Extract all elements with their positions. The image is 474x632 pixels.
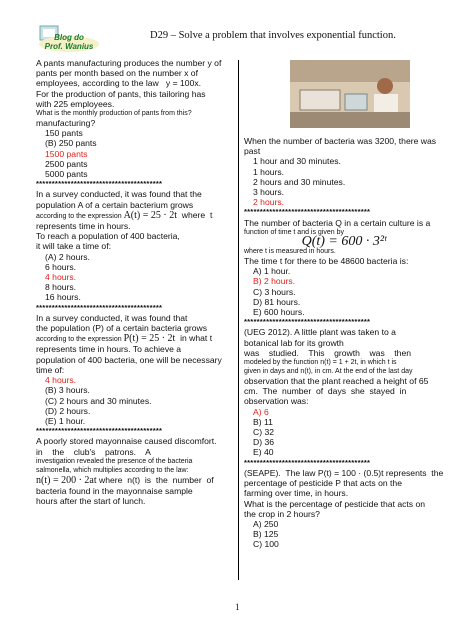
left-text-line: For the production of pants, this tailoring has <box>36 88 206 99</box>
left-text-line: A pants manufacturing produces the number y of <box>36 58 222 68</box>
blog-logo <box>36 24 102 54</box>
right-text-line: What is the percentage of pesticide that acts on <box>244 498 426 509</box>
right-column <box>244 136 444 550</box>
left-option: (A) 2 hours. <box>45 251 90 262</box>
lab-photo <box>290 60 410 128</box>
left-small-text: according to the expression <box>36 336 124 344</box>
left-text-tail: where t <box>176 209 213 220</box>
right-option: B) 125 <box>253 529 279 540</box>
right-formula: Q(t) = 600 · 3²ᵗ <box>301 233 387 249</box>
right-option: C) 3 hours. <box>253 286 296 297</box>
left-text-line <box>36 210 232 221</box>
page-number: 1 <box>235 602 240 612</box>
right-option: A) 250 <box>253 518 279 529</box>
left-text-line: population A of a certain bacterium grows <box>36 199 194 210</box>
left-text-line: bacteria found in the mayonnaise sample <box>36 485 193 496</box>
left-text-line: represents time in hours. To achieve a <box>36 344 182 355</box>
left-text-line: represents time in hours. <box>36 221 131 232</box>
right-text-line: function of time t and is given by <box>244 228 344 236</box>
right-text-line: observation that the plant reached a height of 65 <box>244 376 429 387</box>
left-option: (D) 2 hours. <box>45 405 91 416</box>
lab-photo-graphic <box>290 60 410 128</box>
right-text-line: past <box>244 146 261 157</box>
right-text-line: (SEAPE). The law P(t) = 100 · (0.5)t represents the <box>244 467 444 478</box>
right-option: C) 32 <box>253 427 275 438</box>
right-text-line: The number of bacteria Q in a certain culture is a <box>244 217 431 228</box>
left-text-line: pants per month based on the number x of <box>36 68 198 79</box>
right-text-line: farming over time, in hours. <box>244 488 349 499</box>
right-text-line: observation was: <box>244 396 309 407</box>
left-option: 5000 pants <box>45 169 88 180</box>
left-text-line: the population (P) of a certain bacteria grows <box>36 323 208 334</box>
left-column <box>36 58 232 506</box>
left-formula: A(t) = 25 · 2t <box>123 209 177 221</box>
left-text-line: employees, according to the law y = 100x. <box>36 78 202 89</box>
left-text-line: manufacturing? <box>36 118 96 129</box>
left-text-line: population of 400 bacteria, one will be necessary <box>36 354 222 365</box>
right-option: E) 40 <box>253 447 274 458</box>
left-text-line: A poorly stored mayonnaise caused discomfort. <box>36 436 217 447</box>
left-text-tail: in what t <box>175 333 213 344</box>
right-option: B) 2 hours. <box>253 276 296 287</box>
left-text-tail: where n(t) is the number of <box>96 474 214 485</box>
right-option: A) 6 <box>253 406 269 417</box>
left-option: 4 hours. <box>45 375 77 386</box>
left-option: 1500 pants <box>45 148 88 159</box>
right-text-line: botanical lab for its growth <box>244 337 344 348</box>
right-option: 3 hours. <box>253 187 285 198</box>
right-text-line: was studied. This growth was then <box>244 347 412 358</box>
right-text-line: where t is measured in hours. <box>244 248 336 256</box>
left-option: 16 hours. <box>45 292 81 303</box>
right-text-line: percentage of pesticide P that acts on the <box>244 478 402 489</box>
right-text-line: the crop in 2 hours? <box>244 508 320 519</box>
left-small-text: according to the expression <box>36 212 124 220</box>
right-option: D) 36 <box>253 437 275 448</box>
page-header: D29 – Solve a problem that involves exponential function. <box>150 30 396 41</box>
right-separator: **************************************** <box>244 457 371 467</box>
right-option: B) 11 <box>253 416 273 427</box>
right-option: 2 hours and 30 minutes. <box>253 176 346 187</box>
left-option: (C) 2 hours and 30 minutes. <box>45 395 152 406</box>
right-text-line: When the number of bacteria was 3200, there was <box>244 136 437 146</box>
right-option: A) 1 hour. <box>253 266 291 277</box>
left-option: 150 pants <box>45 128 83 139</box>
left-option: 6 hours. <box>45 261 77 272</box>
left-formula: P(t) = 25 · 2t <box>123 333 176 345</box>
left-text-line: in the club's patrons. A <box>36 446 151 457</box>
left-separator: **************************************** <box>36 302 163 312</box>
right-text-line: modeled by the function n(t) = 1 + 2t, in which t is <box>244 359 397 367</box>
left-option: (B) 250 pants <box>45 138 97 149</box>
left-text-line: salmonella, which multiplies according to the law: <box>36 466 189 474</box>
left-option: 8 hours. <box>45 282 77 293</box>
left-text-line: In a survey conducted, it was found that <box>36 312 188 323</box>
left-text-line: To reach a population of 400 bacteria, <box>36 231 180 242</box>
right-text-line: cm. The number of days she stayed in <box>244 386 407 397</box>
left-option: (B) 3 hours. <box>45 385 90 396</box>
left-text-line <box>36 333 232 344</box>
left-text-line: hours after the start of lunch. <box>36 496 146 507</box>
logo-line1: Blog do <box>54 33 84 42</box>
left-text-line: In a survey conducted, it was found that the <box>36 189 202 200</box>
logo-line2: Prof. Wanius <box>44 42 94 51</box>
right-option: D) 81 hours. <box>253 296 301 307</box>
right-text-line: (UEG 2012). A little plant was taken to a <box>244 327 396 338</box>
right-option: 2 hours. <box>253 197 285 208</box>
left-separator: **************************************** <box>36 179 163 189</box>
right-separator: **************************************** <box>244 207 371 217</box>
left-separator: **************************************** <box>36 426 163 436</box>
left-option: (E) 1 hour. <box>45 415 86 426</box>
right-option: 1 hours. <box>253 166 285 177</box>
right-option: 1 hour and 30 minutes. <box>253 156 341 167</box>
left-text-line: time of: <box>36 364 65 375</box>
right-text-line: given in days and n(t), in cm. At the end of the last day <box>244 368 413 376</box>
left-text-line: investigation revealed the presence of the bacteria <box>36 457 193 465</box>
left-formula: n(t) = 200 · 2at <box>36 474 97 486</box>
left-text-line: What is the monthly production of pants from this? <box>36 110 192 118</box>
left-option: 2500 pants <box>45 158 88 169</box>
left-option: 4 hours. <box>45 272 77 283</box>
left-text-line: with 225 employees. <box>36 98 115 109</box>
right-text-line: The time t for there to be 48600 bacteria is: <box>244 256 409 267</box>
left-text-line <box>36 475 232 486</box>
left-text-line: it will take a time of: <box>36 241 111 252</box>
right-option: E) 600 hours. <box>253 307 305 318</box>
column-divider <box>238 60 239 580</box>
logo-graphic <box>36 24 102 54</box>
right-separator: **************************************** <box>244 317 371 327</box>
right-option: C) 100 <box>253 539 279 550</box>
